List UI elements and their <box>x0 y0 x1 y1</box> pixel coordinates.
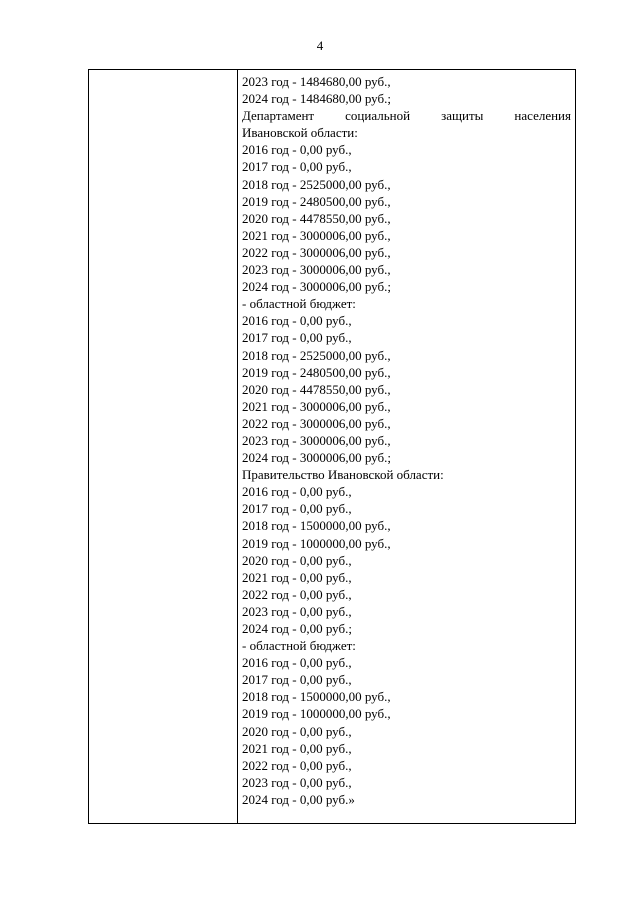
funding-line: 2018 год - 2525000,00 руб., <box>242 347 391 363</box>
funding-line: 2017 год - 0,00 руб., <box>242 672 352 688</box>
funding-line: 2016 год - 0,00 руб., <box>242 484 352 500</box>
funding-line: 2019 год - 2480500,00 руб., <box>242 364 391 380</box>
funding-line: 2021 год - 3000006,00 руб., <box>242 398 391 414</box>
funding-line: 2022 год - 0,00 руб., <box>242 586 352 602</box>
funding-line: 2016 год - 0,00 руб., <box>242 142 352 158</box>
funding-line: 2024 год - 3000006,00 руб.; <box>242 279 391 295</box>
funding-line: 2022 год - 0,00 руб., <box>242 757 352 773</box>
table-right-cell <box>238 70 575 823</box>
funding-line: 2024 год - 3000006,00 руб.; <box>242 450 391 466</box>
funding-line: 2020 год - 0,00 руб., <box>242 552 352 568</box>
funding-line: 2018 год - 1500000,00 руб., <box>242 518 391 534</box>
funding-line: 2021 год - 0,00 руб., <box>242 740 352 756</box>
funding-line: 2024 год - 0,00 руб.; <box>242 621 352 636</box>
funding-line: 2017 год - 0,00 руб., <box>242 330 352 346</box>
funding-line: 2018 год - 2525000,00 руб., <box>242 176 391 192</box>
funding-line: 2023 год - 0,00 руб., <box>242 603 352 619</box>
funding-line: 2016 год - 0,00 руб., <box>242 313 352 329</box>
funding-line: 2023 год - 3000006,00 руб., <box>242 432 391 448</box>
funding-line: 2019 год - 1000000,00 руб., <box>242 535 391 551</box>
funding-line: 2022 год - 3000006,00 руб., <box>242 244 391 260</box>
page-number: 4 <box>316 38 324 53</box>
funding-line: 2017 год - 0,00 руб., <box>242 501 352 517</box>
funding-line: 2022 год - 3000006,00 руб., <box>242 415 391 431</box>
funding-line: 2020 год - 4478550,00 руб., <box>242 381 391 397</box>
funding-line: 2023 год - 0,00 руб., <box>242 774 352 790</box>
funding-table <box>88 69 576 824</box>
budget-subheading: - областной бюджет: <box>242 296 356 312</box>
funding-line: 2023 год - 3000006,00 руб., <box>242 262 391 278</box>
funding-line: 2017 год - 0,00 руб., <box>242 159 352 175</box>
government-heading: Правительство Ивановской области: <box>242 467 444 483</box>
funding-line: 2021 год - 3000006,00 руб., <box>242 227 391 243</box>
funding-line: 2021 год - 0,00 руб., <box>242 569 352 585</box>
budget-subheading: - областной бюджет: <box>242 638 356 654</box>
table-left-cell <box>89 70 238 823</box>
department-heading: Департамент социальной защиты населения <box>242 108 571 124</box>
funding-line: 2020 год - 4478550,00 руб., <box>242 210 391 226</box>
funding-line: 2019 год - 2480500,00 руб., <box>242 193 391 209</box>
funding-line: 2020 год - 0,00 руб., <box>242 723 352 739</box>
funding-line: 2024 год - 0,00 руб.» <box>242 791 355 807</box>
funding-line: 2019 год - 1000000,00 руб., <box>242 706 391 722</box>
funding-line: 2023 год - 1484680,00 руб., <box>242 74 391 89</box>
funding-line: 2016 год - 0,00 руб., <box>242 655 352 671</box>
funding-line: 2018 год - 1500000,00 руб., <box>242 689 391 705</box>
funding-line: 2024 год - 1484680,00 руб.; <box>242 91 391 107</box>
department-heading-cont: Ивановской области: <box>242 125 358 141</box>
